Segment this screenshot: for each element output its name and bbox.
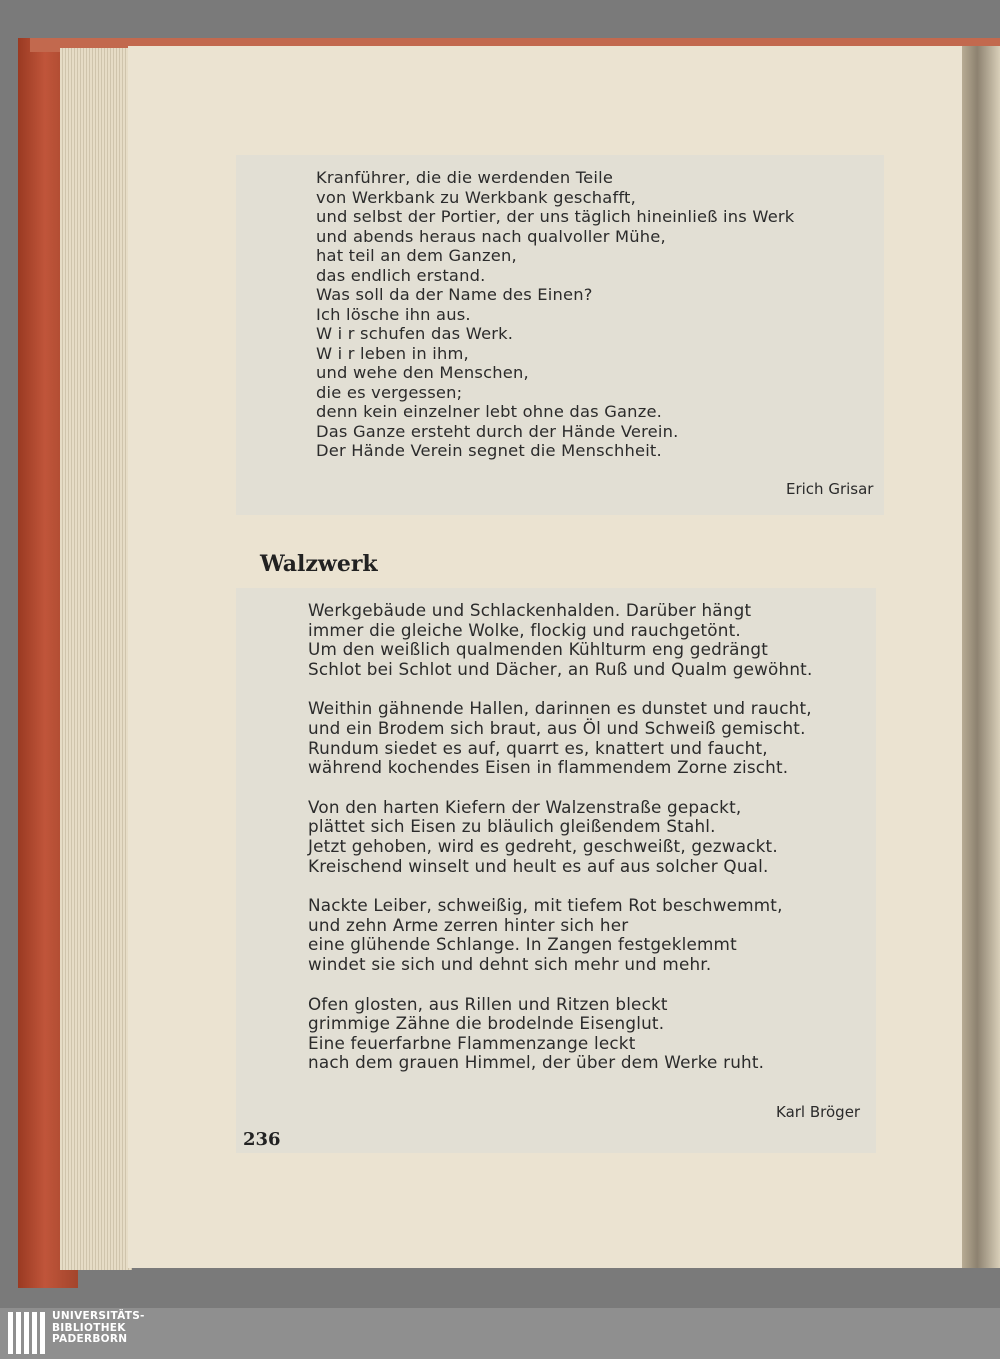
poem-line: und zehn Arme zerren hinter sich her: [308, 914, 629, 935]
stanza: [308, 896, 813, 974]
poem-line: Kranführer, die die werdenden Teile: [316, 168, 614, 187]
library-footer: [0, 1308, 1000, 1359]
poem-line: W i r schufen das Werk.: [316, 324, 514, 343]
book-gutter: [962, 46, 1000, 1268]
poem-line: plättet sich Eisen zu bläulich gleißendem Stahl.: [308, 816, 716, 837]
poem2-title: Walzwerk: [260, 551, 378, 577]
poem2-lines: [308, 601, 813, 1073]
poem-line: Kreischend winselt und heult es auf aus solcher Qual.: [308, 855, 769, 876]
poem-line: W i r leben in ihm,: [316, 343, 469, 363]
poem-line: hat teil an dem Ganzen,: [316, 246, 517, 265]
poem-line: während kochendes Eisen in flammendem Zorne zischt.: [308, 757, 789, 778]
poem-line: und abends heraus nach qualvoller Mühe,: [316, 226, 666, 246]
poem-line: Eine feuerfarbne Flammenzange leckt: [308, 1032, 636, 1053]
poem-line: und wehe den Menschen,: [316, 363, 529, 382]
poem1-lines: [316, 168, 794, 461]
stanza: [308, 798, 813, 876]
library-name: [52, 1311, 145, 1346]
poem-line: Um den weißlich qualmenden Kühlturm eng gedrängt: [308, 639, 769, 660]
poem-line: von Werkbank zu Werkbank geschafft,: [316, 187, 636, 207]
poem2-author: Karl Bröger: [776, 1103, 861, 1121]
poem-line: Der Hände Verein segnet die Menschheit.: [316, 441, 662, 460]
stanza: [308, 601, 813, 679]
poem-line: die es vergessen;: [316, 382, 463, 402]
poem-line: Von den harten Kiefern der Walzenstraße gepackt,: [308, 796, 742, 817]
library-name-line: BIBLIOTHEK: [52, 1321, 126, 1334]
poem-line: Ofen glosten, aus Rillen und Ritzen bleckt: [308, 993, 668, 1014]
poem-line: Was soll da der Name des Einen?: [316, 285, 593, 304]
poem1-author: Erich Grisar: [786, 480, 874, 498]
poem-line: das endlich erstand.: [316, 265, 486, 285]
stanza: [308, 699, 813, 777]
poem-line: Werkgebäude und Schlackenhalden. Darüber hängt: [308, 600, 752, 620]
poem-line: Nackte Leiber, schweißig, mit tiefem Rot beschwemmt,: [308, 895, 783, 916]
stanza-gap: [308, 975, 813, 995]
poem-line: grimmige Zähne die brodelnde Eisenglut.: [308, 1013, 665, 1034]
library-logo-icon: [6, 1310, 46, 1356]
page-edges: [60, 48, 132, 1270]
stanza: [308, 995, 813, 1073]
poem-line: nach dem grauen Himmel, der über dem Werke ruht.: [308, 1052, 765, 1073]
stanza-gap: [308, 778, 813, 798]
poem-line: und selbst der Portier, der uns täglich hineinließ ins Werk: [316, 207, 795, 226]
poem-line: Rundum siedet es auf, quarrt es, knattert und faucht,: [308, 737, 768, 758]
poem-line: Ich lösche ihn aus.: [316, 304, 471, 324]
poem-line: Schlot bei Schlot und Dächer, an Ruß und Qualm gewöhnt.: [308, 658, 813, 679]
library-name-line: PADERBORN: [52, 1333, 128, 1345]
library-name-line: UNIVERSITÄTS-: [52, 1310, 145, 1322]
poem-line: immer die gleiche Wolke, flockig und rauchgetönt.: [308, 619, 741, 640]
poem-line: und ein Brodem sich braut, aus Öl und Schweiß gemischt.: [308, 717, 806, 738]
stanza-gap: [308, 876, 813, 896]
poem-line: Das Ganze ersteht durch der Hände Verein.: [316, 421, 679, 441]
poem-line: eine glühende Schlange. In Zangen festgeklemmt: [308, 934, 737, 955]
poem-line: Jetzt gehoben, wird es gedreht, geschweißt, gezwackt.: [308, 835, 778, 856]
stanza-gap: [308, 679, 813, 699]
page-number: 236: [243, 1129, 281, 1150]
poem-line: Weithin gähnende Hallen, darinnen es dunstet und raucht,: [308, 698, 812, 719]
poem-line: denn kein einzelner lebt ohne das Ganze.: [316, 402, 663, 421]
poem-line: windet sie sich und dehnt sich mehr und mehr.: [308, 953, 712, 974]
